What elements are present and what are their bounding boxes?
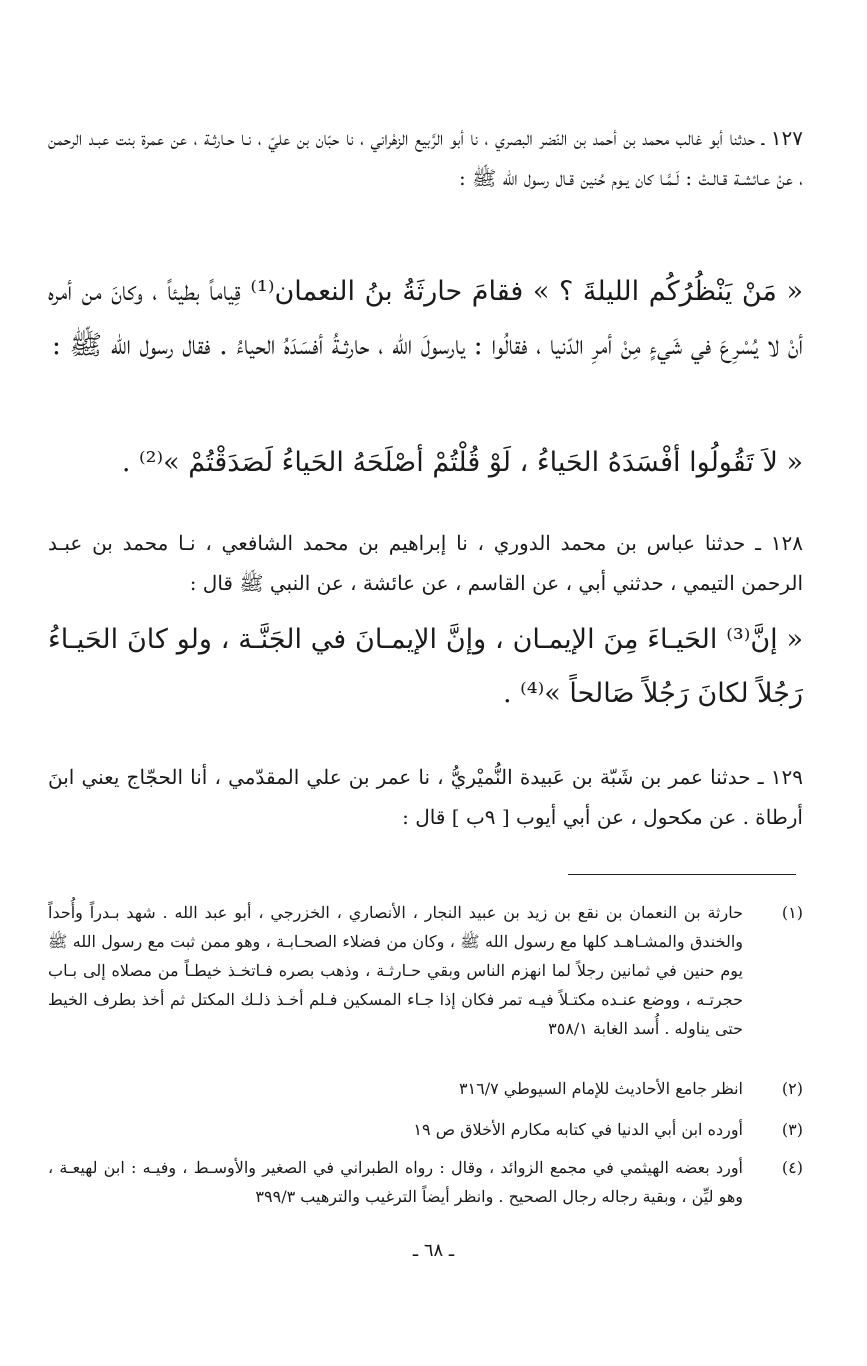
footnote-text: انظر جامع الأحاديث للإمام السيوطي ٣١٦/٧ xyxy=(458,1079,743,1098)
hadith-128-quote: « إنَّ⁽³⁾ الحَيـاءَ مِنَ الإيمـان ، وإنَّ الإيمـانَ في الجَنَّـة ، ولو كانَ الحَيـاءُ رَجُلاً لكانَ رَجُلاً صَالحاً »⁽⁴⁾ . xyxy=(48,624,803,709)
footnote-text: أورد بعضه الهيثمي في مجمع الزوائد ، وقال : رواه الطبراني في الصغير والأوسـط ، وفيـه : ابن لهيعـة ، وهو ليِّن ، وبقية رجاله رجال الصحيح . وانظر أيضاً الترغيب والترهيب ٣٩٩/٣ xyxy=(48,1158,743,1206)
footnote-number: (١) xyxy=(781,903,803,922)
hadith-127-prophet-saying: « لاَ تَقُولُوا أفْسَدَهُ الحَياءُ ، لَوْ قُلْتُمْ أصْلَحَهُ الحَياءُ لَصَدَقْتُمْ »⁽²⁾ . xyxy=(121,447,803,478)
page-number: ـ ٦٨ ـ xyxy=(412,1240,455,1261)
footnote-number: (٣) xyxy=(781,1120,803,1139)
footnote-2 xyxy=(48,1074,803,1103)
hadith-127-quote: « مَنْ يَنْظُرُكُم الليلةَ ؟ » فقامَ حارثَةُ بنُ النعمان⁽¹⁾ قِياماً بطيئاً ، وكانَ من أمره أنْ لا يُسْرِعَ في شَيءٍ مِنْ أمرِ الدّنيا ، فقالُوا : يارسولَ الله ، حارثـةُ أفسَدَهُ الحياءُ . فقال رسول الله ﷺ : xyxy=(48,276,803,361)
footnote-number: (٤) xyxy=(781,1158,803,1177)
footnote-text: أورده ابن أبي الدنيا في كتابه مكارم الأخلاق ص ١٩ xyxy=(413,1120,743,1139)
hadith-129-narration: ١٢٩ ـ حدثنا عمر بن شَبّة بن عَبيدة النُّميْريُّ ، نا عمر بن علي المقدّمي ، أنا الحجّاج يعني ابنَ أرطاة . عن مكحول ، عن أبي أيوب [ ٩ب ] قال : xyxy=(48,765,803,829)
hadith-128-narration: ١٢٨ ـ حدثنا عباس بن محمد الدوري ، نا إبراهيم بن محمد الشافعي ، نـا محمد بن عبـد الرحمن التيمي ، حدثني أبي ، عن القاسم ، عن عائشة ، عن النبي ﷺ قال : xyxy=(48,531,803,595)
footnote-1 xyxy=(48,898,803,1043)
footnote-3 xyxy=(48,1115,803,1144)
footnote-text: حارثة بن النعمان بن نقع بن زيد بن عبيد النجار ، الأنصاري ، الخزرجي ، أبو عبد الله . شهد بـدراً وأُحداً والخندق والمشـاهـد كلها مع رسول الله ﷺ ، وكان من فضلاء الصحـابـة ، وهو ممن ثبت مع رسول الله ﷺ يوم حنين في ثمانين رجلاً لما انهزم الناس وبقي حـارثـة ، وذهب بصره فـاتخـذ خيطـاً من مصلاه إلى بـاب حجرتـه ، ووضع عنـده مكتـلاً فيـه تمر فكان إذا جـاء المسكين فـلم أخـذ ذلـك المكتل ثم أخذ بطرف الخيط حتى يناوله . أُسد الغابة ٣٥٨/١ xyxy=(48,903,743,1038)
footnote-separator xyxy=(568,874,796,875)
hadith-127-narration: ١٢٧ ـ حدثنا أبو غالب محمد بن أحمد بن النّضر البصري ، نا أبو الرَّبيع الزهْراني ، نا حبّان بن عليّ ، نـا حـارثـة ، عن عمرة بنت عبـد الرحمن ، عنْ عـائشـة قـالـتْ : لَـمَّـا كان يـوم حُنين قـال رسول الله ﷺ : xyxy=(48,126,803,190)
footnote-number: (٢) xyxy=(781,1079,803,1098)
footnote-4 xyxy=(48,1153,803,1211)
